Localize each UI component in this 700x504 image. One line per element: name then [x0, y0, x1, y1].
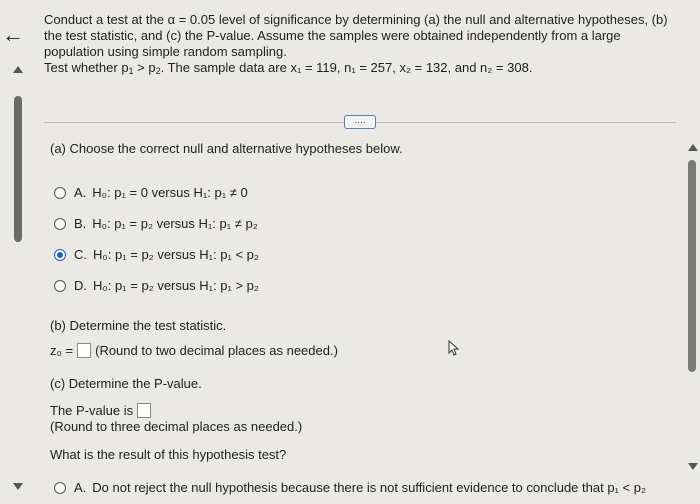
radio-button[interactable] [54, 280, 66, 292]
scroll-up-arrow-icon[interactable] [688, 144, 698, 151]
scroll-down-arrow-icon[interactable] [688, 463, 698, 470]
mouse-cursor-icon [448, 340, 460, 356]
back-arrow-icon[interactable]: ← [2, 22, 24, 47]
more-button[interactable]: .... [344, 115, 376, 129]
question-panel [44, 12, 676, 495]
radio-button-selected[interactable] [54, 249, 66, 261]
radio-button[interactable] [54, 218, 66, 230]
p-value-hint: (Round to three decimal places as needed.) [50, 419, 303, 434]
p-value-row [50, 403, 155, 418]
question-intro: Conduct a test at the α = 0.05 level of significance by determining (a) the null and alternative hypotheses, (b) the test statistic, and (c) the P-value. Assume the samples were obtained independently from a large population using simple random sampling. [44, 12, 668, 59]
test-statistic-row [50, 343, 338, 358]
p-value-input[interactable] [137, 403, 151, 418]
part-c-title: (c) Determine the P-value. [50, 376, 202, 391]
option-b[interactable]: B. H₀: p₁ = p₂ versus H₁: p₁ ≠ p₂ [54, 208, 259, 239]
radio-button[interactable] [54, 482, 66, 494]
left-scrollbar[interactable] [10, 60, 26, 504]
radio-button[interactable] [54, 187, 66, 199]
scroll-down-arrow-icon[interactable] [13, 483, 23, 490]
question-text [44, 12, 676, 79]
scroll-up-arrow-icon[interactable] [13, 66, 23, 73]
option-c[interactable]: C. H₀: p₁ = p₂ versus H₁: p₁ < p₂ [54, 239, 259, 270]
hypothesis-options [54, 177, 259, 301]
right-scrollbar[interactable] [684, 140, 700, 504]
z-label: z₀ = [50, 343, 74, 358]
z-input[interactable] [77, 343, 91, 358]
scroll-thumb[interactable] [688, 160, 696, 372]
result-option-a[interactable]: A. Do not reject the null hypothesis because there is not sufficient evidence to conclude that p₁ < p₂ [54, 480, 646, 495]
part-a-title: (a) Choose the correct null and alternative hypotheses below. [50, 141, 403, 156]
p-value-label: The P-value is [50, 403, 134, 418]
question-test: Test whether $p_1 > p_2$. The sample data are x₁ = 119, n₁ = 257, x₂ = 132, and n₂ = 308. [44, 60, 533, 76]
option-a[interactable]: A. H₀: p₁ = 0 versus H₁: p₁ ≠ 0 [54, 177, 259, 208]
result-question: What is the result of this hypothesis test? [50, 447, 287, 462]
section-divider [44, 115, 676, 129]
scroll-thumb[interactable] [14, 96, 22, 242]
z-hint: (Round to two decimal places as needed.) [95, 343, 338, 358]
option-d[interactable]: D. H₀: p₁ = p₂ versus H₁: p₁ > p₂ [54, 270, 259, 301]
part-b-title: (b) Determine the test statistic. [50, 318, 227, 333]
